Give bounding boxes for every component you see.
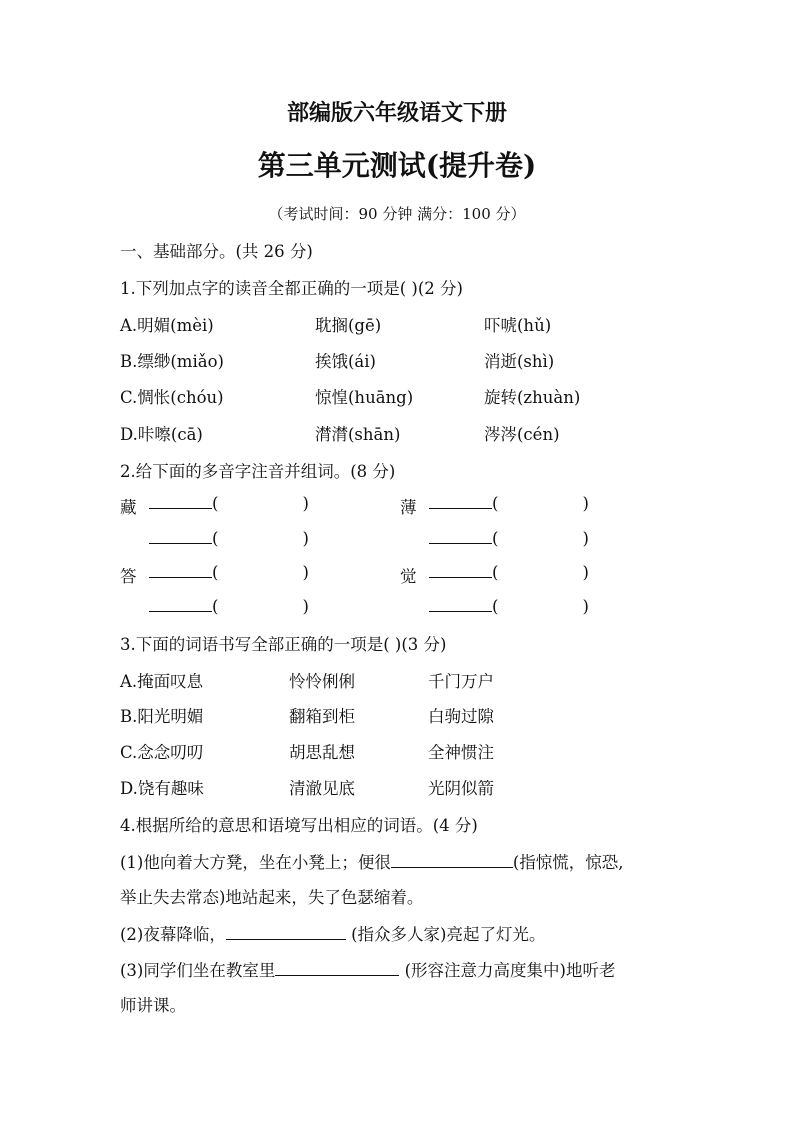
q1-option-b-1: B.缥缈(miǎo) — [120, 352, 224, 371]
q3-option-c-2: 胡思乱想 — [289, 743, 355, 762]
q4-sentence-3-line-2: 师讲课。 — [120, 996, 186, 1015]
question-2-stem: 2.给下面的多音字注音并组词。(8 分) — [120, 462, 396, 481]
exam-title: 部编版六年级语文下册 — [286, 100, 507, 126]
q2-answer-1a[interactable]: ( ) — [149, 494, 309, 513]
question-3-stem: 3.下面的词语书写全部正确的一项是( )(3 分) — [120, 635, 447, 654]
answer-blank[interactable] — [391, 853, 513, 868]
q2-answer-2a[interactable]: ( ) — [429, 494, 589, 513]
question-1-stem: 1.下列加点字的读音全都正确的一项是( )(2 分) — [120, 279, 463, 298]
q1-option-d-1: D.咔嚓(cā) — [120, 425, 203, 444]
q3-option-a-2: 怜怜俐俐 — [289, 672, 355, 691]
answer-blank[interactable] — [226, 925, 346, 940]
pinyin-blank[interactable] — [149, 529, 212, 544]
q3-option-a-3: 千门万户 — [428, 672, 494, 691]
q1-option-d-3: 涔涔(cén) — [484, 425, 560, 444]
pinyin-blank[interactable] — [429, 494, 492, 509]
q3-option-a-1: A.掩面叹息 — [120, 672, 204, 691]
pinyin-blank[interactable] — [429, 529, 492, 544]
question-4-stem: 4.根据所给的意思和语境写出相应的词语。(4 分) — [120, 816, 478, 835]
q1-option-b-3: 消逝(shì) — [484, 352, 555, 371]
q3-option-b-1: B.阳光明媚 — [120, 707, 204, 726]
section-heading: 一、基础部分。(共 26 分) — [120, 242, 313, 261]
pinyin-blank[interactable] — [149, 494, 212, 509]
q2-answer-4b[interactable]: ( ) — [429, 597, 589, 616]
q3-option-b-3: 白驹过隙 — [428, 707, 494, 726]
q1-option-c-2: 惊惶(huāng) — [315, 388, 414, 407]
q3-option-c-1: C.念念叨叨 — [120, 743, 204, 762]
q1-option-c-3: 旋转(zhuàn) — [484, 388, 581, 407]
q2-answer-3a[interactable]: ( ) — [149, 563, 309, 582]
exam-subtitle: 第三单元测试(提升卷) — [257, 149, 537, 182]
q4-sentence-1-line-2: 举止失去常态)地站起来，失了色瑟缩着。 — [120, 888, 424, 907]
q1-option-a-3: 吓唬(hǔ) — [484, 316, 552, 335]
q1-option-d-2: 潸潸(shān) — [315, 425, 401, 444]
q4-sentence-2: (2)夜幕降临， (指众多人家)亮起了灯光。 — [120, 925, 546, 944]
exam-info: （考试时间：90 分钟 满分：100 分） — [268, 205, 526, 223]
q1-option-c-1: C.惆怅(chóu) — [120, 388, 224, 407]
polyphone-char-4: 觉 — [400, 567, 417, 586]
q3-option-d-3: 光阴似箭 — [428, 779, 494, 798]
q3-option-b-2: 翻箱到柜 — [289, 707, 355, 726]
q2-answer-4a[interactable]: ( ) — [429, 563, 589, 582]
q2-answer-1b[interactable]: ( ) — [149, 529, 309, 548]
q1-option-b-2: 挨饿(ái) — [315, 352, 376, 371]
q4-sentence-3-line-1: (3)同学们坐在教室里 (形容注意力高度集中)地听老 — [120, 961, 616, 980]
q2-answer-2b[interactable]: ( ) — [429, 529, 589, 548]
q3-option-c-3: 全神惯注 — [428, 743, 494, 762]
q2-answer-3b[interactable]: ( ) — [149, 597, 309, 616]
pinyin-blank[interactable] — [429, 597, 492, 612]
polyphone-char-3: 答 — [120, 567, 137, 586]
q4-sentence-1-line-1: (1)他向着大方凳，坐在小凳上；便很 (指惊慌，惊恐, — [120, 853, 624, 872]
pinyin-blank[interactable] — [149, 563, 212, 578]
q3-option-d-1: D.饶有趣味 — [120, 779, 204, 798]
q1-option-a-2: 耽搁(gē) — [315, 316, 382, 335]
pinyin-blank[interactable] — [429, 563, 492, 578]
q3-option-d-2: 清澈见底 — [289, 779, 355, 798]
polyphone-char-2: 薄 — [400, 498, 417, 517]
q1-option-a-1: A.明媚(mèi) — [120, 316, 214, 335]
pinyin-blank[interactable] — [149, 597, 212, 612]
answer-blank[interactable] — [275, 961, 399, 976]
polyphone-char-1: 藏 — [120, 498, 137, 517]
